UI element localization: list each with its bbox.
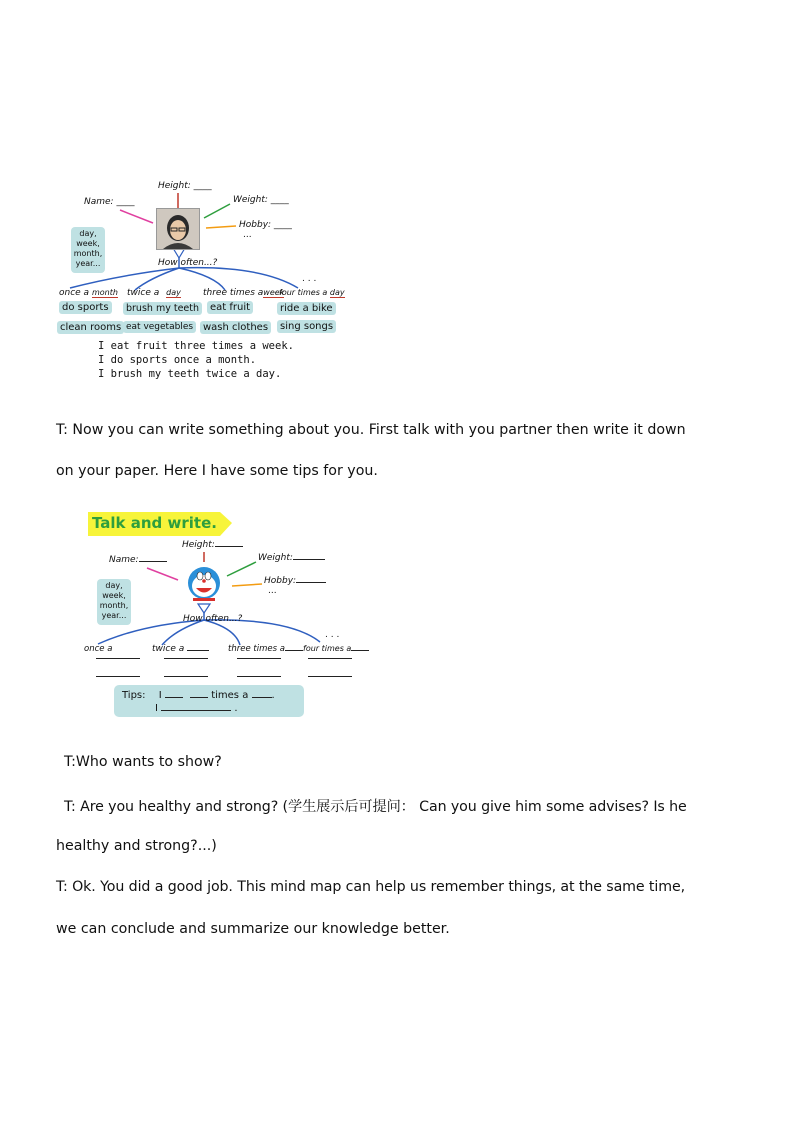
frequency-four-2 (303, 644, 369, 653)
frequency-once-blank: month (91, 288, 118, 297)
activity-eat-vegetables: eat vegetables (123, 321, 196, 333)
answer-blank (164, 658, 208, 659)
tips-line-1: Tips: I times a . (122, 690, 275, 701)
doraemon-icon (188, 567, 220, 601)
dialogue-line-2: T: Are you healthy and strong? (学生展示后可提问： Can you give him some advises? Is he (64, 799, 687, 815)
frequency-three-blank: week (263, 288, 285, 297)
frequency-four-2-text: four times a (303, 644, 352, 653)
frequency-four-blank: day (329, 288, 345, 297)
more-dots-label: . . . (302, 274, 317, 284)
tips-times-a: times a (211, 690, 249, 701)
frequency-three (203, 288, 284, 298)
frequency-three-2 (228, 644, 303, 654)
paragraph-1-line-1: T: Now you can write something about you. First talk with you partner then write it down (56, 422, 686, 438)
activity-eat-fruit: eat fruit (207, 301, 253, 314)
dialogue-line-4: T: Ok. You did a good job. This mind map can help us remember things, at the same time, (56, 879, 685, 895)
frequency-twice-text: twice a (127, 288, 160, 298)
hobby-label: Hobby: ____ (239, 220, 292, 230)
example-sentence-2: I do sports once a month. (98, 354, 257, 366)
frequency-twice-2 (152, 644, 209, 654)
example-sentence-3: I brush my teeth twice a day. (98, 368, 282, 380)
frequency-twice (127, 288, 181, 298)
frequency-twice-2-text: twice a (152, 644, 185, 654)
frequency-four-text: four times a (279, 288, 328, 297)
frequency-three-text: three times a (203, 288, 264, 298)
time-unit-week-2: week, (102, 591, 126, 600)
frequency-three-2-text: three times a (228, 644, 285, 654)
answer-blank (308, 676, 352, 677)
hobby-label-2-text: Hobby: (264, 576, 297, 586)
talk-and-write-banner: Talk and write. (92, 514, 217, 532)
answer-blank (237, 658, 281, 659)
dialogue-line-3: healthy and strong?...) (56, 838, 217, 854)
answer-blank (308, 658, 352, 659)
more-dots-label-2: . . . (325, 630, 340, 640)
time-units-box (71, 227, 105, 273)
hobby-label-2 (264, 576, 326, 586)
activity-wash-clothes: wash clothes (200, 321, 271, 334)
name-label-2-text: Name: (109, 555, 139, 565)
tips-i: I (158, 690, 162, 701)
how-often-label: How often...? (158, 258, 218, 268)
frequency-once-2-text: once a (84, 644, 113, 654)
dialogue-line-5: we can conclude and summarize our knowledge better. (56, 921, 450, 937)
weight-label-2-text: Weight: (258, 553, 293, 563)
height-label-2-text: Height: (182, 540, 215, 550)
dots-label: ... (243, 230, 252, 240)
weight-label-2 (258, 553, 325, 563)
person-icon (157, 209, 199, 249)
answer-blank (164, 676, 208, 677)
activity-do-sports: do sports (59, 301, 112, 314)
frequency-once-text: once a (59, 288, 90, 298)
time-unit-year-2: year... (101, 611, 127, 620)
frequency-twice-blank: day (166, 288, 181, 297)
time-unit-month: month, (73, 249, 103, 258)
example-sentence-1: I eat fruit three times a week. (98, 340, 294, 352)
frequency-once (59, 288, 118, 298)
activity-clean-rooms: clean rooms (57, 321, 124, 334)
dots-label-2: ... (268, 586, 277, 596)
time-unit-week: week, (76, 239, 100, 248)
time-unit-year: year... (75, 259, 101, 268)
time-unit-day-2: day, (105, 581, 123, 590)
tips-i-2: I (155, 703, 158, 714)
name-label: Name: ____ (84, 197, 135, 207)
activity-sing-songs: sing songs (277, 320, 336, 333)
weight-label: Weight: ____ (233, 195, 289, 205)
how-often-label-2: How often...? (183, 614, 243, 624)
frequency-once-2 (84, 644, 112, 654)
activity-ride-bike: ride a bike (277, 302, 336, 315)
time-units-box-2 (97, 579, 131, 625)
answer-blank (96, 676, 140, 677)
frequency-four (279, 288, 345, 298)
tips-label: Tips: (122, 690, 146, 701)
paragraph-1-line-2: on your paper. Here I have some tips for you. (56, 463, 378, 479)
time-unit-day: day, (79, 229, 97, 238)
height-label-2 (182, 540, 243, 550)
time-unit-month-2: month, (99, 601, 129, 610)
tips-line-2: I . (155, 703, 238, 714)
height-label: Height: ____ (158, 181, 212, 191)
dialogue-line-1: T:Who wants to show? (64, 754, 222, 770)
activity-brush-teeth: brush my teeth (123, 302, 202, 315)
answer-blank (237, 676, 281, 677)
student-photo (156, 208, 200, 250)
answer-blank (96, 658, 140, 659)
name-label-2 (109, 555, 167, 565)
